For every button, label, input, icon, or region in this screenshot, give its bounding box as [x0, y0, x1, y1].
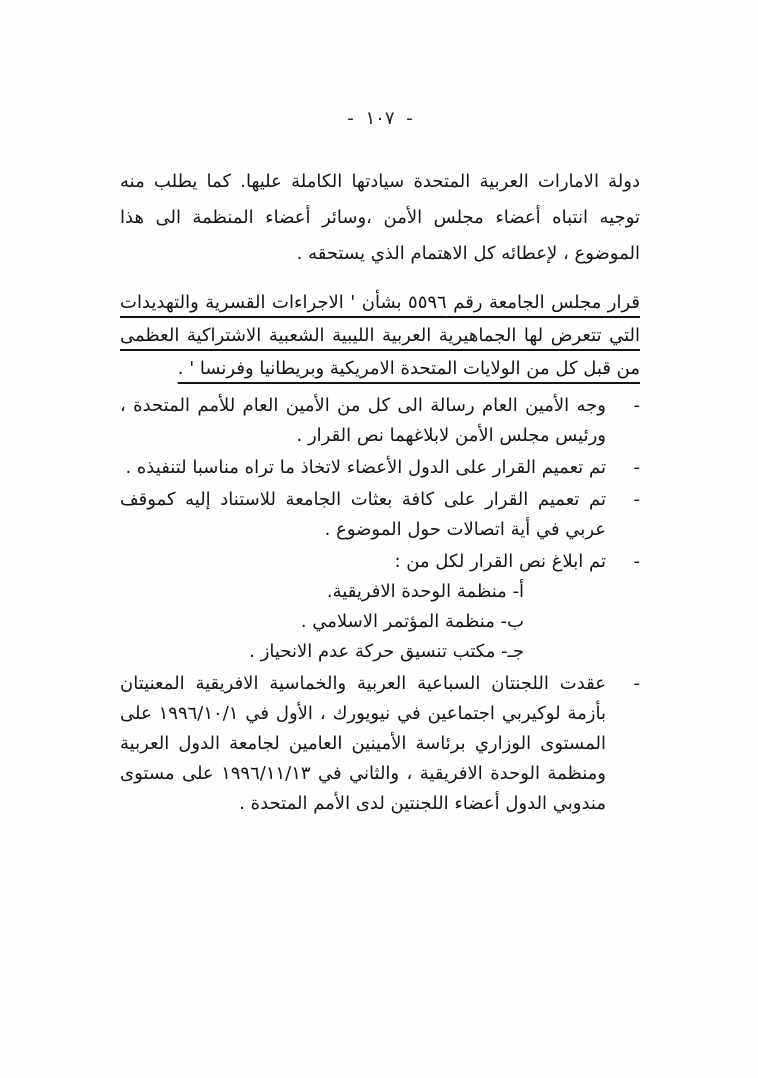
dash-bullet: - [633, 489, 640, 510]
list-item-text: عقدت اللجنتان السباعية العربية والخماسية الافريقية المعنيتان بأزمة لوكيربي اجتماعين في نيويورك ، الأول في ١٩٩٦/١٠/١ على المستوى الوزاري برئاسة الأمينين العامين لجامعة الدول العربية ومنظمة الوحدة الافريقية ، والثاني في ١٩٩٦/١١/١٣ على مستوى مندوبي الدول أعضاء اللجنتين لدى الأمم المتحدة . [120, 673, 607, 814]
list-item [120, 391, 640, 451]
list-item [120, 669, 640, 819]
sub-item-b: ب- منظمة المؤتمر الاسلامي . [300, 611, 524, 632]
list-item-text: تم تعميم القرار على الدول الأعضاء لاتخاذ ما تراه مناسبا لتنفيذه . [125, 457, 606, 478]
measures-list [120, 391, 640, 819]
page-number: - ١٠٧ - [347, 108, 413, 129]
intro-paragraph: دولة الامارات العربية المتحدة سيادتها الكاملة عليها. كما يطلب منه توجيه انتباه أعضاء مجلس الأمن ،وسائر أعضاء المنظمة الى هذا الموضوع ، لإعطائه كل الاهتمام الذي يستحقه . [120, 171, 640, 264]
dash-bullet: - [633, 551, 640, 572]
list-item [120, 485, 640, 545]
list-item [120, 453, 640, 483]
list-item [120, 547, 640, 667]
resolution-heading: قرار مجلس الجامعة رقم ٥٥٩٦ بشأن ' الاجراءات القسرية والتهديدات التي تتعرض لها الجماهيرية العربية الليبية الشعبية الاشتراكية العظمى من قبل كل من الولايات المتحدة الامريكية وبريطانيا وفرنسا ' . [120, 292, 641, 379]
notified-parties-sublist [120, 577, 606, 667]
sub-item-a: أ- منظمة الوحدة الافريقية. [326, 581, 524, 602]
sub-item-c: جـ- مكتب تنسيق حركة عدم الانحياز . [249, 641, 524, 662]
list-item-text: وجه الأمين العام رسالة الى كل من الأمين العام للأمم المتحدة ، ورئيس مجلس الأمن لابلاغهما نص القرار . [120, 395, 606, 446]
dash-bullet: - [633, 673, 640, 694]
dash-bullet: - [633, 457, 640, 478]
list-item-text: تم ابلاغ نص القرار لكل من : [394, 551, 606, 572]
list-item-text: تم تعميم القرار على كافة بعثات الجامعة للاستناد إليه كموقف عربي في أية اتصالات حول الموضوع . [120, 489, 606, 540]
dash-bullet: - [633, 395, 640, 416]
